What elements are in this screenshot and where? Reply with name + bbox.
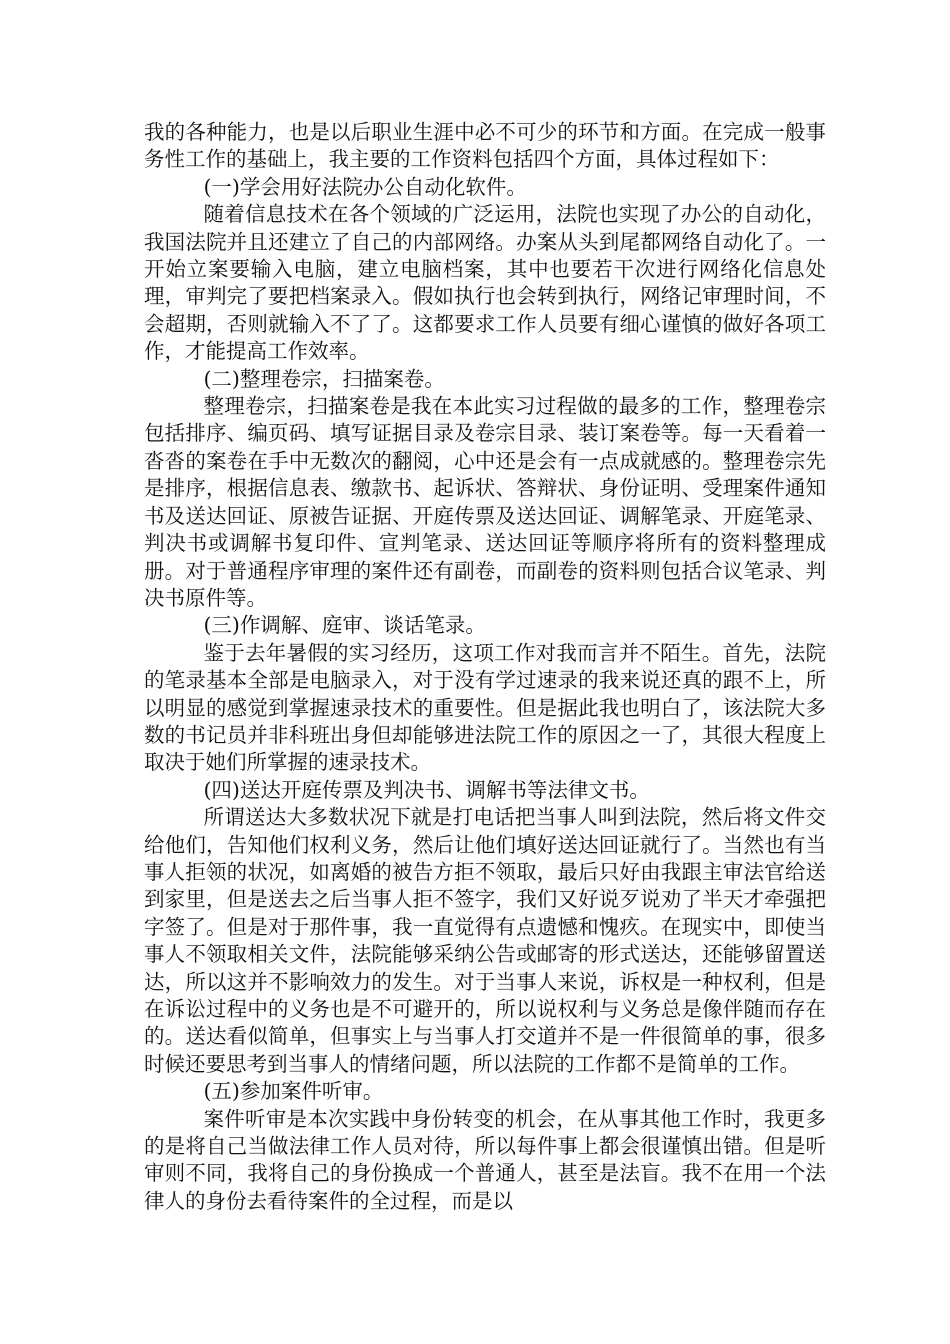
section-heading-1: (一)学会用好法院办公自动化软件。 [203,174,527,199]
document-page [144,119,826,1215]
section-heading-5: (五)参加案件听审。 [203,1079,384,1104]
body-paragraph: 我的各种能力，也是以后职业生涯中必不可少的环节和方面。在完成一般事务性工作的基础上，我主要的工作资料包括四个方面，具体过程如下： [144,120,826,172]
section-heading-2: (二)整理卷宗，扫描案卷。 [203,366,445,391]
section-heading-4: (四)送达开庭传票及判决书、调解书等法律文书。 [203,777,650,802]
body-paragraph: 随着信息技术在各个领域的广泛运用，法院也实现了办公的自动化，我国法院并且还建立了自己的内部网络。办案从头到尾都网络自动化了。一开始立案要输入电脑，建立电脑档案，其中也要若干次进行网络化信息处理，审判完了要把档案录入。假如执行也会转到执行，网络记审理时间，不会超期，否则就输入不了了。这都要求工作人员要有细心谨慎的做好各项工作，才能提高工作效率。 [144,202,826,364]
body-paragraph: 鉴于去年暑假的实习经历，这项工作对我而言并不陌生。首先，法院的笔录基本全部是电脑录入，对于没有学过速录的我来说还真的跟不上，所以明显的感觉到掌握速录技术的重要性。但是据此我也明白了，该法院大多数的书记员并非科班出身但却能够进法院工作的原因之一了，其很大程度上取决于她们所掌握的速录技术。 [144,640,826,775]
body-paragraph: 所谓送达大多数状况下就是打电话把当事人叫到法院，然后将文件交给他们，告知他们权利义务，然后让他们填好送达回证就行了。当然也有当事人拒领的状况，如离婚的被告方拒不领取，最后只好由我跟主审法官给送到家里，但是送去之后当事人拒不签字，我们又好说歹说劝了半天才牵强把字签了。但是对于那件事，我一直觉得有点遗憾和愧疚。在现实中，即使当事人不领取相关文件，法院能够采纳公告或邮寄的形式送达，还能够留置送达，所以这并不影响效力的发生。对于当事人来说，诉权是一种权利，但是在诉讼过程中的义务也是不可避开的，所以说权利与义务总是像伴随而存在的。送达看似简单，但事实上与当事人打交道并不是一件很简单的事，很多时候还要思考到当事人的情绪问题，所以法院的工作都不是简单的工作。 [144,805,826,1076]
body-paragraph: 案件听审是本次实践中身份转变的机会，在从事其他工作时，我更多的是将自己当做法律工作人员对待，所以每件事上都会很谨慎出错。但是听审则不同，我将自己的身份换成一个普通人，甚至是法盲。我不在用一个法律人的身份去看待案件的全过程，而是以 [144,1106,826,1213]
section-heading-3: (三)作调解、庭审、谈话笔录。 [203,613,486,638]
body-paragraph: 整理卷宗，扫描案卷是我在本此实习过程做的最多的工作，整理卷宗包括排序、编页码、填写证据目录及卷宗目录、装订案卷等。每一天看着一沓沓的案卷在手中无数次的翻阅，心中还是会有一点成就感的。整理卷宗先是排序，根据信息表、缴款书、起诉状、答辩状、身份证明、受理案件通知书及送达回证、原被告证据、开庭传票及送达回证、调解笔录、开庭笔录、判决书或调解书复印件、宣判笔录、送达回证等顺序将所有的资料整理成册。对于普通程序审理的案件还有副卷，而副卷的资料则包括合议笔录、判决书原件等。 [144,394,826,610]
